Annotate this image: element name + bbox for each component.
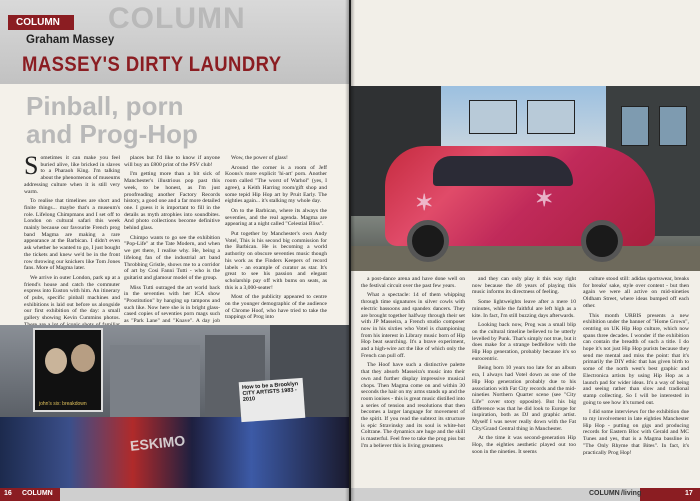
body-paragraph: and they can only play it this way right now because the 40 years of playing this music informs its directness of feeling. [472, 276, 576, 296]
body-paragraph: The Hoof have such a distinctive palette that they absorb Masseira's music into their own and further display impressive musical chops. Then Magma come on and within 30 seconds the hair on my arms stands up and the room ionises - this is great music distilled into a series of tension and resolutions that then becomes a larger language for movement of the spirit. If you read the subtext its structure is epic Stravinsky and its soul is white-hot Coltrane. The dynamics are huge and the skill is masterful. Feel free to take the prog piss but I'm a believer this is living greatness [361, 362, 465, 449]
body-paragraph: I'm getting more than a bit sick of Manchester's illustrious pop past this week, to be honest, as I'm just proofreading another Factory Records history, a good one and a far more detailed one. I guess it is important to fill in the details as myth atrophies into soundbites. And photo collections become definitive behind glass. [124, 171, 220, 232]
body-paragraph: Sometimes it can make you feel buried alive, like bricked in slaves to a Pharaoh King. I'm talking about the phenomenon of museums addressing culture when it is still very warm. [24, 151, 121, 195]
right-column-2 [472, 276, 576, 486]
body-paragraph: On to the Barbican, where its always the seventies, and the real agenda. Magma are appearing at a night called "Celestial Bliss". [225, 207, 327, 228]
exhibition-sticker: How to be a Brooklyn CITY ARTISTS 1983 - 2010 [239, 378, 306, 422]
body-paragraph: Most of the publicity appeared to centre on the younger demographic of the audience of Chrome Hoof, who have tried to take the trappings of Prog into [225, 294, 327, 321]
right-column-3 [583, 276, 689, 486]
body-paragraph: Miss Tutti outraged the art world back in the seventies with her ICA show "Prostitution" by hanging up tampons and such like. Now here she is in bright glass-cased copies of seventies porn mags such as "Park Lane" and "Knave". A day job [124, 284, 220, 325]
body-paragraph: a post-dance arena and have done well on the festival circuit over the past few years. [361, 276, 465, 289]
left-footer-label: COLUMN [22, 490, 53, 497]
left-page [0, 0, 349, 501]
left-page-number: 16 [4, 490, 12, 497]
column-header [0, 0, 349, 84]
column-kicker: MASSEY'S DIRTY LAUNDRY [22, 53, 282, 76]
right-footer [351, 488, 700, 501]
right-column-1 [361, 276, 465, 486]
body-paragraph: Being born 10 years too late for an album era, I always had Votel down as one of the Hip Hop generation probably due to his association with Fat City records and the mid-nineties Northern Quarter scene (see "City Life" cover story opposite). But his big difference was that he did look to Europe for inspiration, both as DJ and graphic artist. Myself I was never really down with the Fat City/Grand Central thing in Manchester. [472, 365, 576, 432]
left-column-2 [124, 155, 220, 325]
column-tag: COLUMN [8, 15, 74, 30]
page-gutter [345, 0, 355, 501]
body-paragraph: What a spectacle: 14 of them whipping through time signatures in silver cowls with electric bassoons and spandex dancers. They are brought together halfway through their set with JP Masseira, a French studio composer now in his sixties who Votel is championing from his interest in Library music born of Hip Hop beat searching. It's a brave experiment, and a high-wire act the like of which only the French can pull off. [361, 292, 465, 359]
body-paragraph: Chimpo wants to go see the exhibition "Pop-Life" at the Tate Modern, and when we get there, I realise why. He, being a lifelong fan of the industrial art band Throbbing Gristle, shows me to a corridor of art by Cosi Fanni Tutti - who is the guitarist and glamour model of the group. [124, 234, 220, 281]
drop-cap: S [24, 151, 39, 180]
author-name: Graham Massey [26, 34, 115, 46]
right-footer-label: COLUMN [589, 490, 620, 497]
article-headline: Pinball, porn and Prog-Hop [26, 91, 198, 149]
right-page-number: 17 [685, 490, 693, 497]
body-paragraph: Put together by Manchester's own Andy Votel, This is his second big commission for the Barbican. He is becoming a world authority on obscure seventies music though his work as the Finders Keepers of record labels - an example of curator as star. It's great to see his passion and elegant scholarship pay off with bums on seats, as this is a 3,000-seater! [225, 231, 327, 291]
right-page [351, 0, 700, 501]
poster-image [33, 328, 103, 412]
header-ghost-word: COLUMN [108, 2, 246, 35]
body-paragraph: places but I'd like to know if anyone will buy an £800 print of the PSV club! [124, 155, 220, 168]
body-paragraph: Wow, the power of glass! [231, 155, 288, 161]
graffiti-car-photo [351, 86, 700, 271]
graffiti-tag: ESKIMO [129, 432, 186, 454]
body-paragraph: Some lightweights leave after a mere 10 minutes, while the faithful are left high as a kite. In fact, I'm still buzzing days afterwards. [472, 299, 576, 319]
graffiti-photo [0, 325, 349, 488]
body-paragraph: culture stood still: adidas sportswear, breaks for breaks' sake, style over content - but then again we were all active on mid-nineties Oldham Street, where ideas bumped off each other. [583, 276, 689, 309]
right-footer-section: /living [621, 490, 642, 497]
body-paragraph: At the time it was second-generation Hip Hop, the eighties aesthetic played out too soon in the nineties. It seems [472, 435, 576, 455]
graffiti-wall [0, 417, 349, 488]
body-paragraph: Looking back now, Prog was a small blip on the cultural timeline believed to be utterly levelled by Punk. That's simply not true, but it does make for a strange bedfellow with the Hip Hop generation, probably because it's so eurocentric. [472, 322, 576, 362]
left-column-3 [225, 155, 327, 325]
left-footer [0, 488, 349, 501]
body-paragraph: Around the corner is a room of Jeff Koons's more explicit 'hi-art' porn. Another room called "The worst of Warhol" (yes, I agree), a Keith Harring room/gift shop and some tepid Hip Hop art by Pruit Early. The eighties again... it's stalking my whole day. [225, 164, 327, 205]
poster-caption: john's six: breakdown [39, 401, 87, 407]
graffiti-car: ✶ ✶ [385, 146, 655, 246]
body-paragraph: To realise that timelines are short and finite things... maybe that's a museum's role. Lifelong Chimpmans and I set off to London on cultural safari this week mainly because our favourite French prog band Magma are making a rare appearance at the Barbican. I didn't even ask whether he wanted to go, I just bought the tickets and knew we'd be in the front row throwing our knickers like Tom Jones fans. More of Magma later. [24, 198, 120, 272]
body-paragraph: We arrive in outer London, park up at a friend's house and catch the commuter express into Euston with him. An itinerary of pubs, specific pinball machines and exhibitions is laid out before us alongside our first exhibition of the day: a small gallery showing Kevin Cummins photos. [24, 274, 120, 322]
left-column-1 [24, 151, 121, 325]
body-paragraph: I did some interviews for the exhibition due to my involvement in late eighties Manchester Hip Hop - putting on gigs and producing records for Eastern Bloc with Gerald and MC Tunes and yes, that is a Magma bassline in "The Only Rhyme that Bites". In fact, it's practically Prog Hop! [583, 409, 689, 456]
body-paragraph: This month URBIS presents a new exhibition under the banner of "Home Grown", centring on UK Hip Hop culture, which now spans three decades. I wonder if the exhibition can contain the breadth of such a title. I do hope it's not just Hip Hop purists because they send me mental and miss the point: that it's primarily the DIY ethic that has given birth to some of the north west's best graphic and Electronica artists by using Hip Hop as a launch pad for wider ideas. It's a way of being and seeing rather than slow and tradional stamp collecting. So I will be interested in going to see how it's turned out. [583, 312, 689, 406]
